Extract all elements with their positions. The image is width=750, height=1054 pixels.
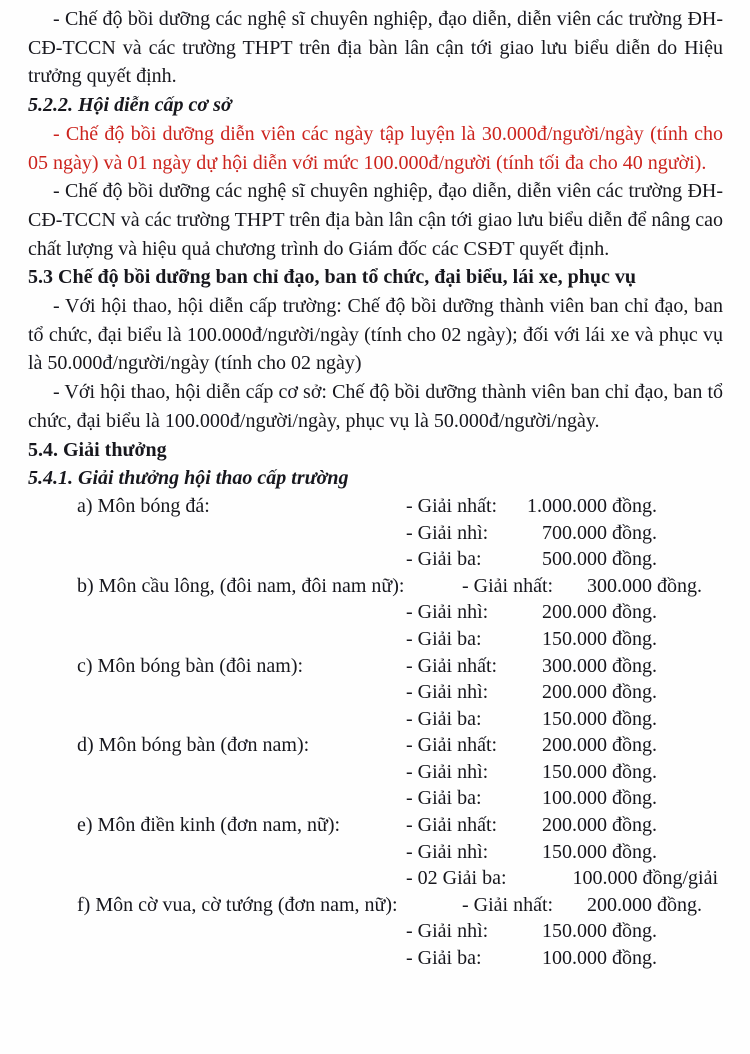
prize-row-badminton-3 [28, 626, 723, 653]
paragraph-artist-allowance-truong: - Chế độ bồi dưỡng các nghệ sĩ chuyên nghiệp, đạo diễn, diễn viên các trường ĐH-CĐ-TCCN và các trường THPT trên địa bàn lân cận tới giao lưu biểu diễn do Hiệu trưởng quyết định. [28, 8, 723, 88]
prize-rank-label: - Giải nhì: [406, 521, 489, 544]
prize-row-badminton-2 [28, 599, 723, 626]
prize-amount: 150.000 đồng. [542, 840, 657, 863]
prize-amount: 100.000 đồng. [542, 787, 657, 810]
prize-amount: 150.000 đồng. [542, 627, 657, 650]
prize-row-tabletennis-doubles-1 [28, 653, 723, 680]
prize-amount: 700.000 đồng. [542, 521, 657, 544]
prize-row-athletics-3 [28, 865, 723, 892]
prize-amount: 200.000 đồng. [542, 681, 657, 704]
prize-row-chess-2 [28, 918, 723, 945]
prize-sport-label: f) Môn cờ vua, cờ tướng (đơn nam, nữ): [77, 893, 398, 916]
prize-row-tabletennis-doubles-3 [28, 706, 723, 733]
prize-row-football-3 [28, 546, 723, 573]
prize-rank-label: - Giải nhất: [406, 814, 498, 837]
paragraph-committee-allowance-truong: - Với hội thao, hội diễn cấp trường: Chế độ bồi dưỡng thành viên ban chỉ đạo, ban tổ chức, đại biểu là 100.000đ/người/ngày (tính cho 02 ngày); đối với lái xe và phục vụ là 50.000đ/người/ngày (tính cho 02 ngày) [28, 295, 723, 375]
prize-sport-label: e) Môn điền kinh (đơn nam, nữ): [77, 814, 341, 837]
prize-row-tabletennis-singles-2 [28, 759, 723, 786]
prize-rank-label: - Giải nhì: [406, 681, 489, 704]
prize-rank-label: - Giải nhất: [406, 734, 498, 757]
prize-row-athletics-1 [28, 812, 723, 839]
prize-row-football-2 [28, 520, 723, 547]
prize-row-chess-1 [28, 892, 723, 919]
prize-amount: 200.000 đồng. [542, 814, 657, 837]
heading-5-2-2: 5.2.2. Hội diễn cấp cơ sở [28, 94, 232, 117]
prize-amount: 150.000 đồng. [542, 760, 657, 783]
prize-rank-label: - Giải nhì: [406, 840, 489, 863]
prize-amount: 100.000 đồng/giải [572, 867, 718, 890]
prize-amount: 500.000 đồng. [542, 548, 657, 571]
prize-row-tabletennis-doubles-2 [28, 679, 723, 706]
prize-rank-label: - Giải nhì: [406, 920, 489, 943]
prize-sport-label: c) Môn bóng bàn (đôi nam): [77, 654, 304, 677]
prize-amount: 200.000 đồng. [542, 601, 657, 624]
prize-rank-label: - Giải nhất: [462, 893, 554, 916]
prize-rank-label: - Giải nhất: [406, 654, 498, 677]
prize-sport-label: b) Môn cầu lông, (đôi nam, đôi nam nữ): [77, 574, 405, 597]
paragraph-artist-allowance-coso: - Chế độ bồi dưỡng các nghệ sĩ chuyên nghiệp, đạo diễn, diễn viên các trường ĐH-CĐ-TCCN và các trường THPT trên địa bàn lân cận tới giao lưu biểu diễn để nâng cao chất lượng và hiệu quả chương trình do Giám đốc các CSĐT quyết định. [28, 180, 723, 260]
heading-5-3: 5.3 Chế độ bồi dưỡng ban chỉ đạo, ban tổ chức, đại biểu, lái xe, phục vụ [28, 266, 636, 289]
prize-row-tabletennis-singles-1 [28, 732, 723, 759]
prize-list [28, 493, 723, 972]
prize-rank-label: - 02 Giải ba: [406, 867, 507, 890]
prize-rank-label: - Giải ba: [406, 627, 482, 650]
prize-row-tabletennis-singles-3 [28, 785, 723, 812]
prize-row-badminton-1 [28, 573, 723, 600]
prize-row-football-1 [28, 493, 723, 520]
prize-amount: 1.000.000 đồng. [527, 494, 657, 517]
prize-row-athletics-2 [28, 839, 723, 866]
prize-rank-label: - Giải ba: [406, 787, 482, 810]
prize-row-chess-3 [28, 945, 723, 972]
prize-rank-label: - Giải nhì: [406, 760, 489, 783]
document-content [28, 5, 723, 972]
prize-rank-label: - Giải nhất: [406, 494, 498, 517]
prize-amount: 300.000 đồng. [542, 654, 657, 677]
prize-amount: 100.000 đồng. [542, 947, 657, 970]
prize-amount: 150.000 đồng. [542, 707, 657, 730]
prize-amount: 200.000 đồng. [587, 893, 702, 916]
prize-amount: 300.000 đồng. [587, 574, 702, 597]
prize-sport-label: a) Môn bóng đá: [77, 494, 210, 517]
prize-sport-label: d) Môn bóng bàn (đơn nam): [77, 734, 310, 757]
prize-rank-label: - Giải nhất: [462, 574, 554, 597]
prize-rank-label: - Giải ba: [406, 707, 482, 730]
prize-amount: 150.000 đồng. [542, 920, 657, 943]
prize-amount: 200.000 đồng. [542, 734, 657, 757]
paragraph-rehearsal-allowance-red: - Chế độ bồi dưỡng diễn viên các ngày tập luyện là 30.000đ/người/ngày (tính cho 05 ngày) và 01 ngày dự hội diễn với mức 100.000đ/người (tính tối đa cho 40 người). [28, 122, 723, 174]
prize-rank-label: - Giải ba: [406, 548, 482, 571]
heading-5-4-1: 5.4.1. Giải thưởng hội thao cấp trường [28, 467, 349, 490]
prize-rank-label: - Giải nhì: [406, 601, 489, 624]
prize-rank-label: - Giải ba: [406, 947, 482, 970]
heading-5-4: 5.4. Giải thưởng [28, 438, 167, 461]
paragraph-committee-allowance-coso: - Với hội thao, hội diễn cấp cơ sở: Chế độ bồi dưỡng thành viên ban chỉ đạo, ban tổ chức, đại biểu là 100.000đ/người/ngày, phục vụ là 50.000đ/người/ngày. [28, 381, 723, 432]
